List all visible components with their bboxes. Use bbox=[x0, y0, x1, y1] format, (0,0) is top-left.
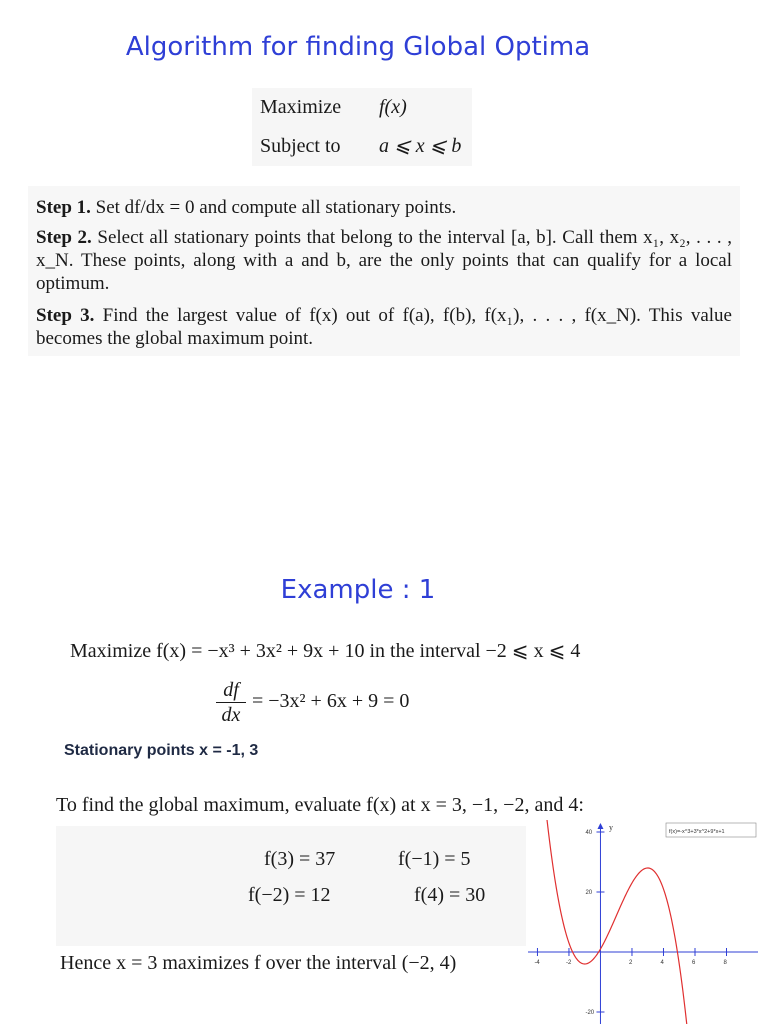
value-f3: f(3) = 37 bbox=[264, 848, 336, 870]
x-tick-label: 2 bbox=[628, 960, 633, 966]
subject-expression: a ⩽ x ⩽ b bbox=[379, 135, 462, 157]
y-tick-label: 40 bbox=[585, 830, 593, 836]
step-2-label: Step 2. bbox=[36, 227, 92, 248]
stationary-points-note: Stationary points x = -1, 3 bbox=[64, 742, 259, 759]
y-axis-arrow bbox=[597, 823, 603, 829]
step-2 bbox=[36, 226, 732, 295]
x-tick-label: 6 bbox=[691, 960, 696, 966]
evaluate-instruction: To find the global maximum, evaluate f(x) at x = 3, −1, −2, and 4: bbox=[56, 794, 584, 816]
y-tick-label: -20 bbox=[585, 1010, 595, 1016]
plot-axes bbox=[528, 823, 758, 1024]
page-title: Algorithm for finding Global Optima bbox=[125, 32, 591, 62]
step-1-label: Step 1. bbox=[36, 197, 91, 218]
maximize-label: Maximize bbox=[260, 96, 342, 118]
step-1 bbox=[36, 196, 732, 219]
value-f4: f(4) = 30 bbox=[414, 884, 486, 906]
step-3 bbox=[36, 304, 732, 350]
x-tick-label: 8 bbox=[723, 960, 727, 966]
function-curve bbox=[543, 820, 690, 1024]
derivative-fraction bbox=[216, 678, 246, 727]
conclusion: Hence x = 3 maximizes f over the interval (−2, 4) bbox=[60, 952, 457, 974]
step-1-text: Set df/dx = 0 and compute all stationary points. bbox=[95, 197, 457, 218]
subject-row bbox=[260, 133, 461, 158]
y-tick-label: 20 bbox=[585, 890, 593, 896]
example-statement: Maximize f(x) = −x³ + 3x² + 9x + 10 in the interval −2 ⩽ x ⩽ 4 bbox=[70, 640, 581, 662]
derivative-denominator: dx bbox=[221, 704, 241, 726]
step-3-label: Step 3. bbox=[36, 305, 95, 326]
value-f-minus-2: f(−2) = 12 bbox=[248, 884, 331, 906]
maximize-expression: f(x) bbox=[379, 96, 407, 118]
subject-label: Subject to bbox=[260, 135, 341, 157]
x-tick-label: -2 bbox=[565, 960, 572, 966]
x-tick-label: -4 bbox=[534, 960, 540, 966]
derivative-equation: = −3x² + 6x + 9 = 0 bbox=[252, 690, 410, 712]
step-3-text: Find the largest value of f(x) out of f(a), f(b), f(x₁), . . . , f(x_N). This value becomes the global maximum point. bbox=[36, 305, 732, 349]
function-plot bbox=[528, 820, 758, 1024]
derivative-numerator: df bbox=[216, 678, 246, 703]
y-axis-label: y bbox=[609, 823, 613, 832]
value-f-minus-1: f(−1) = 5 bbox=[398, 848, 471, 870]
maximize-row bbox=[260, 96, 407, 119]
plot-legend: f(x)=-x^3+3*x^2+9*x+1 bbox=[669, 829, 725, 835]
step-2-text: Select all stationary points that belong to the interval [a, b]. Call them x₁, x₂, . . . , x_N. These points, along with a and b, are the only points that can qualify for a local optimum. bbox=[36, 227, 732, 294]
x-tick-label: 4 bbox=[660, 960, 664, 966]
example-title: Example : 1 bbox=[280, 575, 436, 605]
